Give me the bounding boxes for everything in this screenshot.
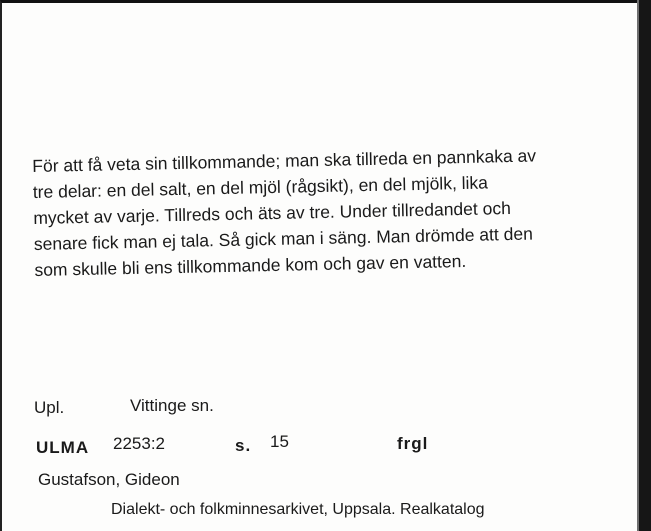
archive-label: ULMA: [36, 438, 90, 457]
archive-number: 2253:2: [113, 434, 165, 453]
province-label: Upl.: [34, 398, 65, 417]
record-text-line-5: som skulle bli ens tillkommande kom och gav en vatten.: [34, 250, 467, 280]
archive-footer: Dialekt- och folkminnesarkivet, Uppsala. Realkatalog: [111, 501, 485, 518]
page-number: 15: [270, 432, 289, 451]
page-label: s.: [235, 436, 252, 455]
informant-name: Gustafson, Gideon: [38, 470, 180, 489]
record-text-line-2: tre delar: en del salt, en del mjöl (rågsikt), en del mjölk, lika: [32, 172, 489, 202]
record-text: [32, 141, 625, 283]
card-edge-shadow: [637, 0, 651, 531]
record-text-line-1: För att få veta sin tillkommande; man ska tillreda en pannkaka av: [32, 145, 537, 176]
record-text-line-3: mycket av varje. Tillreds och äts av tre. Under tillredandet och: [33, 197, 512, 228]
parish-label: Vittinge sn.: [130, 396, 214, 415]
card-edge-line: [637, 0, 639, 531]
record-text-line-4: senare fick man ej tala. Så gick man i säng. Man drömde att den: [33, 223, 534, 254]
category-label: frgl: [397, 434, 429, 453]
